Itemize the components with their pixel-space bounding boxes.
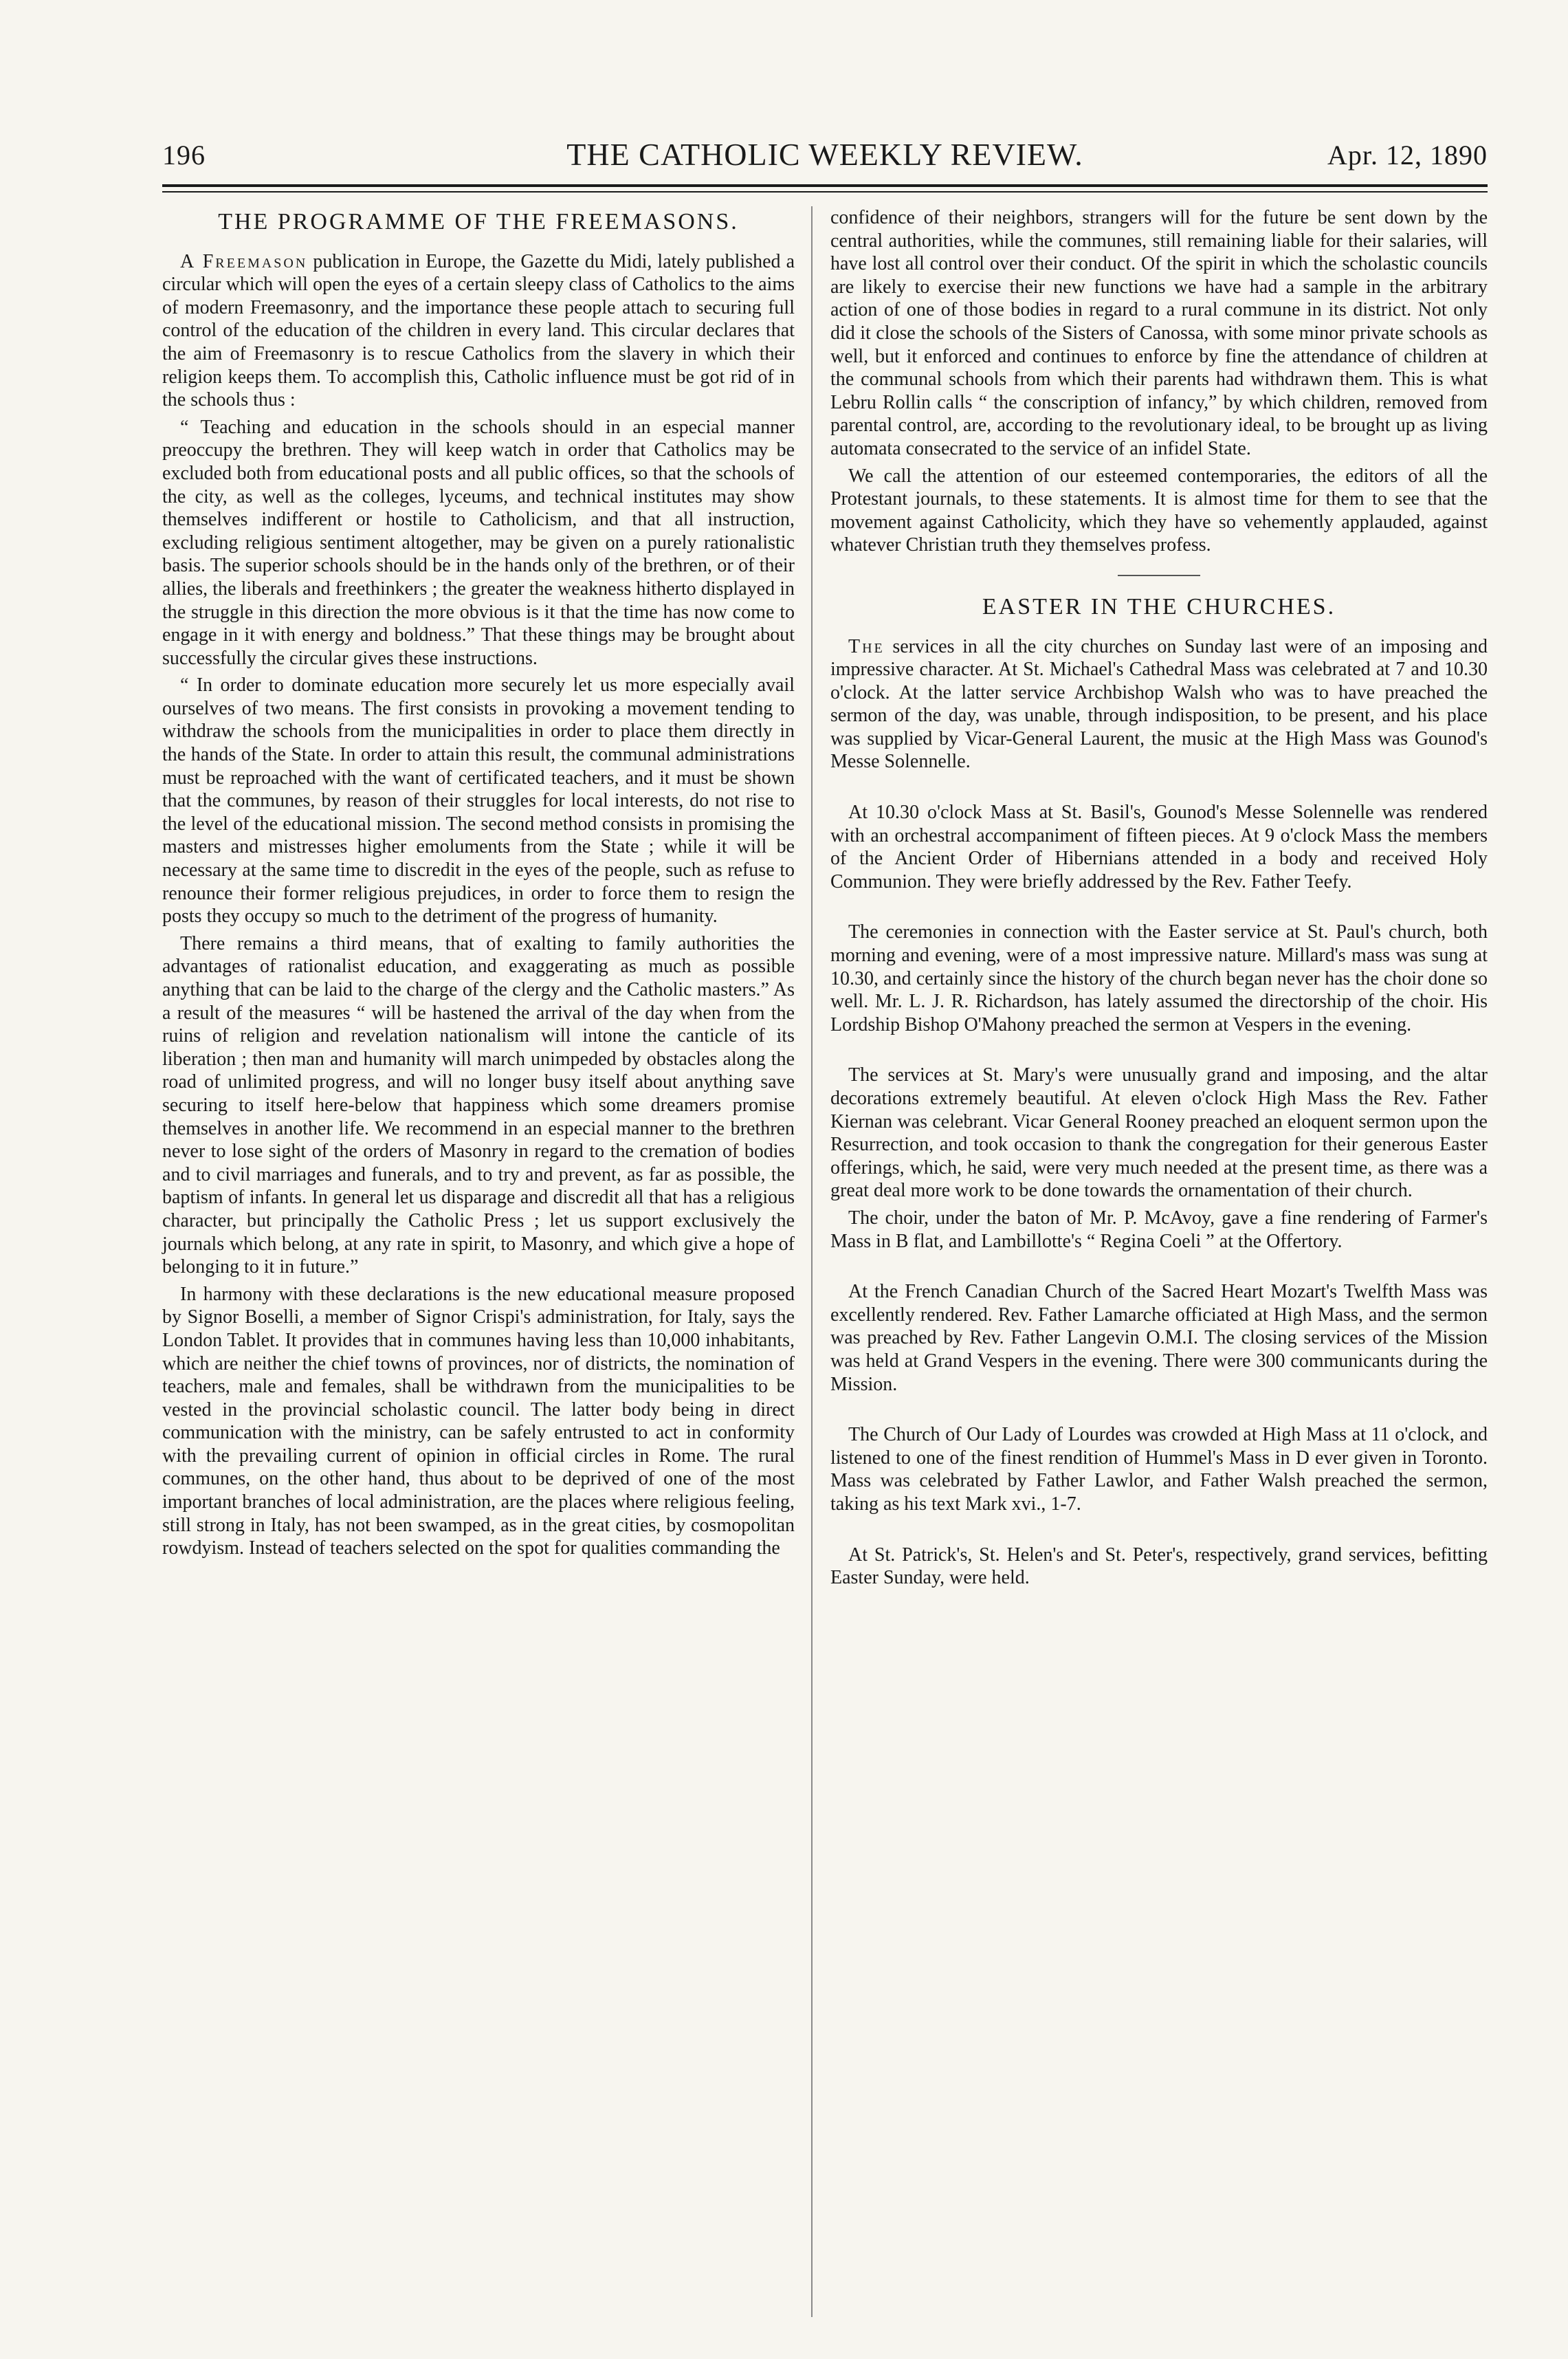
left-column xyxy=(162,206,795,2317)
paragraph: The ceremonies in connection with the Easter service at St. Paul's church, both morning and evening, were of a most impressive nature. Millard's mass was sung at 10.30, and certainly since the history of the church began never has the choir done so well. Mr. L. J. R. Richardson, has lately assumed the directorship of the choir. His Lordship Bishop O'Mahony preached the sermon at Vespers in the evening. xyxy=(830,921,1488,1035)
paragraph: At the French Canadian Church of the Sacred Heart Mozart's Twelfth Mass was excellently rendered. Rev. Father Lamarche officiated at High Mass, and the sermon was preached by Rev. Father Langevin O.M.I. The closing services of the Mission was held at Grand Vespers in the evening. There were 300 communicants during the Mission. xyxy=(830,1281,1488,1395)
paragraph: In harmony with these declarations is the new educational measure proposed by Signor Boselli, a member of Signor Crispi's administration, for Italy, says the London Tablet. It provides that in communes having less than 10,000 inhabitants, which are neither the chief towns of provinces, nor of districts, the nomination of teachers, male and females, shall be withdrawn from the municipalities to be vested in the provincial scholastic council. The latter body being in direct communication with the ministry, can be safely entrusted to act in conformity with the prevailing current of opinion in official circles in Rome. The rural communes, on the other hand, thus about to be deprived of one of the most important branches of local administration, are the places where religious feeling, still strong in Italy, has not been swamped, as in the great cities, by cosmopolitan rowdyism. Instead of teachers selected on the spot for qualities commanding the xyxy=(162,1283,795,1559)
paragraph-gap xyxy=(830,1257,1488,1280)
paragraph-gap xyxy=(830,897,1488,921)
page-number: 196 xyxy=(162,140,206,171)
header-rule-thick xyxy=(162,184,1488,187)
column-divider xyxy=(811,206,813,2317)
right-column xyxy=(830,206,1488,2317)
lead-word: A Freemason xyxy=(180,250,308,272)
paragraph-text: publication in Europe, the Gazette du Midi, lately published a circular which will open the eyes of a certain sleepy class of Catholics to the aims of modern Freemasonry, and the importance these people attach to securing full control of the education of the children in every land. This circular declares that the aim of Freemasonry is to rescue Catholics from the slavery in which their religion keeps them. To accomplish this, Catholic influence must be got rid of in the schools thus : xyxy=(162,250,795,411)
paragraph-gap xyxy=(830,1040,1488,1064)
paragraph: The choir, under the baton of Mr. P. McAvoy, gave a fine rendering of Farmer's Mass in B flat, and Lambillotte's “ Regina Coeli ” at the Offertory. xyxy=(830,1207,1488,1252)
header-rule-thin xyxy=(162,191,1488,193)
section-separator xyxy=(1118,575,1200,576)
paragraph-gap xyxy=(830,1400,1488,1423)
paragraph: At 10.30 o'clock Mass at St. Basil's, Gounod's Messe Solennelle was rendered with an orchestral accompaniment of fifteen pieces. At 9 o'clock Mass the members of the Ancient Order of Hibernians attended in a body and received Holy Communion. They were briefly addressed by the Rev. Father Teefy. xyxy=(830,802,1488,892)
paragraph: There remains a third means, that of exalting to family authorities the advantages of rationalist education, and exaggerating as much as possible anything that can be laid to the charge of the clergy and the Catholic masters.” As a result of the measures “ will be hastened the arrival of the day when from the ruins of religion and revelation nationalism will intone the canticle of its liberation ; then man and humanity will march unimpeded by obstacles along the road of unlimited progress, and will no longer busy itself about anything save securing to itself here-below that happiness which some dreamers promise themselves in another life. We recommend in an especial manner to the brethren never to lose sight of the orders of Masonry in regard to the cremation of bodies and to civil marriages and funerals, and to try and prevent, as far as possible, the baptism of infants. In general let us disparage and discredit all that has a religious character, but principally the Catholic Press ; let us support exclusively the journals which belong, at any rate in spirit, to Masonry, and which give a hope of belonging to it in future.” xyxy=(162,932,795,1278)
paragraph: confidence of their neighbors, strangers will for the future be sent down by the central authorities, while the communes, still remaining liable for their salaries, will have lost all control over their conduct. Of the spirit in which the scholastic councils are likely to exercise their new functions we have had a sample in the arbitrary action of one of those bodies in regard to a rural commune in its district. Not only did it close the schools of the Sisters of Canossa, with some minor private schools as well, but it enforced and continues to enforce by fine the attendance of children at the communal schools from which their parents had withdrawn them. This is what Lebru Rollin calls “ the conscription of infancy,” by which children, removed from parental control, are, according to the revolutionary ideal, to be brought up as living automata consecrated to the service of an infidel State. xyxy=(830,207,1488,459)
article-title-freemasons: THE PROGRAMME OF THE FREEMASONS. xyxy=(218,209,739,234)
article-title-easter: EASTER IN THE CHURCHES. xyxy=(982,593,1336,619)
paragraph: The services at St. Mary's were unusually grand and imposing, and the altar decorations extremely beautiful. At eleven o'clock High Mass the Rev. Father Kiernan was celebrant. Vicar General Rooney preached an eloquent sermon upon the Resurrection, and took occasion to thank the congregation for their generous Easter offerings, which, he said, were very much needed at the present time, as there was a great deal more work to be done towards the ornamentation of their church. xyxy=(830,1064,1488,1202)
paragraph: “ Teaching and education in the schools should in an especial manner preoccupy the brethren. They will keep watch in order that Catholics may be excluded both from educational posts and all public offices, so that the schools of the city, as well as the colleges, lyceums, and technical institutes may show themselves indifferent or hostile to Catholicism, and that all instruction, excluding religious sentiment altogether, may be given on a purely rationalistic basis. The superior schools should be in the hands only of the brethren, or of their allies, the liberals and freethinkers ; the greater the weakness hitherto displayed in the struggle in this direction the more obvious is it that the time has now come to engage in it with energy and boldness.” That these things may be brought about successfully the circular gives these instructions. xyxy=(162,416,795,669)
paragraph-gap xyxy=(830,778,1488,801)
paragraph xyxy=(162,250,795,412)
issue-date: Apr. 12, 1890 xyxy=(1327,140,1488,171)
paragraph: “ In order to dominate education more securely let us more especially avail ourselves of two means. The first consists in provoking a movement tending to withdraw the schools from the municipalities in order to place them directly in the hands of the State. In order to attain this result, the communal administrations must be reproached with the want of certificated teachers, and it must be shown that the communes, by reason of their struggles for local interests, do not rise to the level of the educational mission. The second method consists in promising the masters and mistresses higher emoluments from the State ; while it will be necessary at the same time to discredit in the eyes of the people, such as refuse to renounce their former religious prejudices, in order to force them to resign the posts they occupy so much to the detriment of the progress of humanity. xyxy=(162,674,795,928)
page-header xyxy=(162,136,1488,177)
paragraph: At St. Patrick's, St. Helen's and St. Peter's, respectively, grand services, befitting Easter Sunday, were held. xyxy=(830,1544,1488,1589)
paragraph-gap xyxy=(830,1520,1488,1544)
paragraph: We call the attention of our esteemed contemporaries, the editors of all the Protestant journals, to these statements. It is almost time for them to see that the movement against Catholicity, which they have so vehemently applauded, against whatever Christian truth they themselves profess. xyxy=(830,465,1488,556)
publication-title: THE CATHOLIC WEEKLY REVIEW. xyxy=(566,137,1083,172)
lead-word: The xyxy=(848,635,885,657)
paragraph xyxy=(830,635,1488,774)
paragraph-text: services in all the city churches on Sunday last were of an imposing and impressive character. At St. Michael's Cathedral Mass was celebrated at 7 and 10.30 o'clock. At the latter service Archbishop Walsh who was to have preached the sermon of the day, was unable, through indisposition, to be present, and his place was supplied by Vicar-General Laurent, the music at the High Mass was Gounod's Messe Solennelle. xyxy=(830,635,1488,773)
paragraph: The Church of Our Lady of Lourdes was crowded at High Mass at 11 o'clock, and listened to one of the finest rendition of Hummel's Mass in D ever given in Toronto. Mass was celebrated by Father Lawlor, and Father Walsh preached the sermon, taking as his text Mark xvi., 1-7. xyxy=(830,1424,1488,1515)
